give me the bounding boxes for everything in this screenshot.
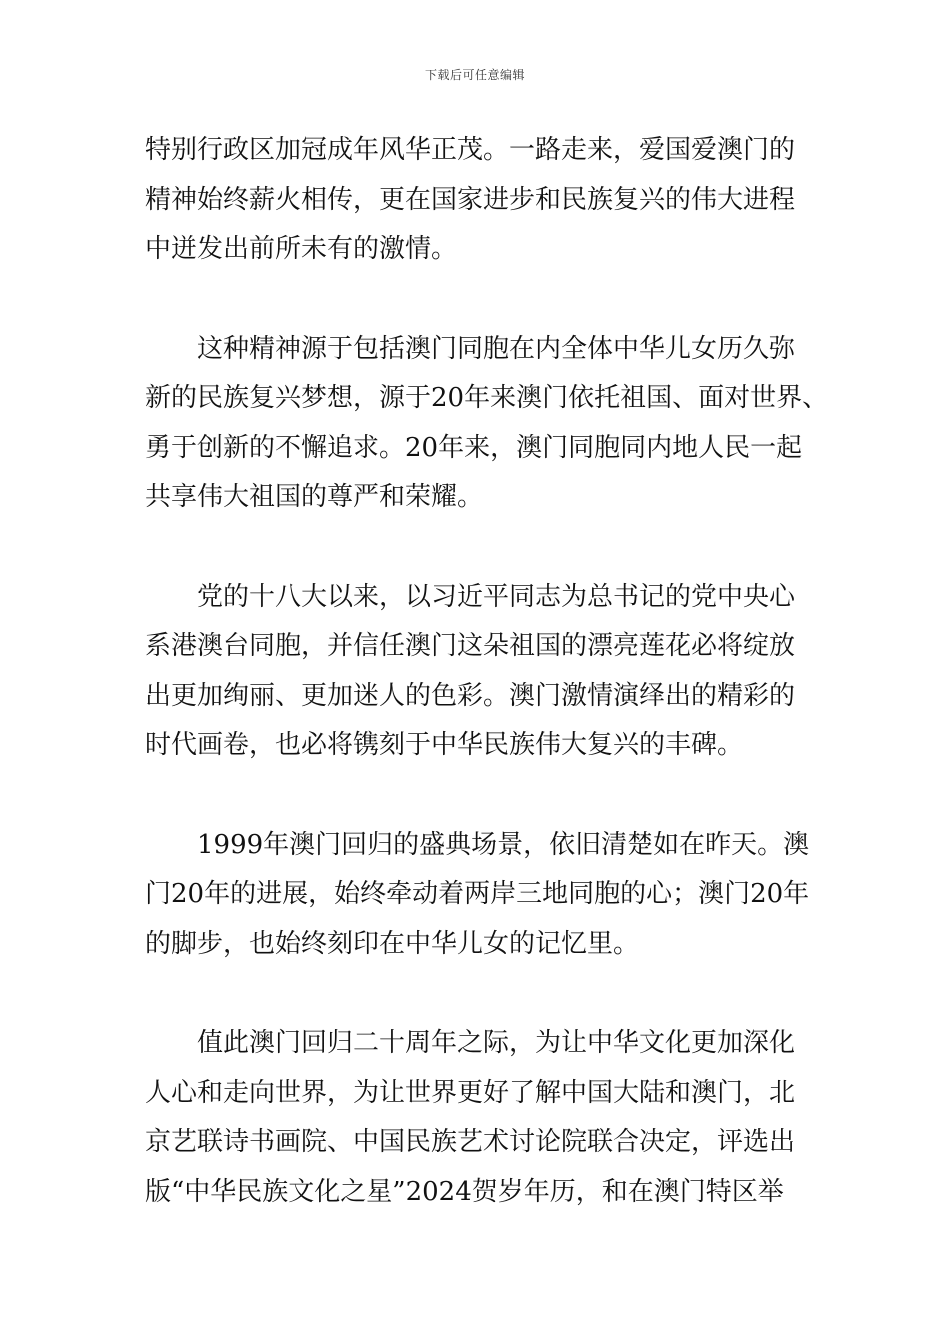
text-line: 新的民族复兴梦想，源于20年来澳门依托祖国、面对世界、	[145, 383, 829, 413]
text-line: 值此澳门回归二十周年之际，为让中华文化更加深化	[197, 1028, 796, 1058]
text-line: 出更加绚丽、更加迷人的色彩。澳门激情演绎出的精彩的	[145, 680, 796, 711]
text-line: 的脚步，也始终刻印在中华儿女的记忆里。	[145, 928, 640, 959]
paragraph	[145, 821, 825, 970]
text-line: 门20年的进展，始终牵动着两岸三地同胞的心；澳门20年	[145, 879, 810, 909]
text-line: 时代画卷，也必将镌刻于中华民族伟大复兴的丰碑。	[145, 730, 744, 760]
text-line: 共享伟大祖国的尊严和荣耀。	[145, 482, 484, 512]
text-line: 勇于创新的不懈追求。20年来，澳门同胞同内地人民一起	[145, 432, 803, 463]
text-line: 人心和走向世界，为让世界更好了解中国大陆和澳门，北	[145, 1077, 796, 1108]
document-body	[145, 126, 829, 1267]
paragraph	[145, 1019, 825, 1217]
text-line: 党的十八大以来，以习近平同志为总书记的党中央心	[197, 581, 796, 612]
text-line: 版“中华民族文化之星”2024贺岁年历，和在澳门特区举	[145, 1176, 784, 1207]
text-line: 中迸发出前所未有的激情。	[145, 234, 458, 264]
text-line: 1999年澳门回归的盛典场景，依旧清楚如在昨天。澳	[197, 829, 810, 860]
text-line: 系港澳台同胞，并信任澳门这朵祖国的漂亮莲花必将绽放	[145, 631, 796, 661]
paragraph	[145, 573, 825, 771]
text-line: 京艺联诗书画院、中国民族艺术讨论院联合决定，评选出	[145, 1127, 796, 1157]
paragraph	[145, 126, 825, 275]
header-note: 下载后可任意编辑	[424, 68, 525, 82]
text-line: 特别行政区加冠成年风华正茂。一路走来，爱国爱澳门的	[145, 135, 796, 165]
paragraph	[145, 325, 829, 523]
text-line: 这种精神源于包括澳门同胞在内全体中华儿女历久弥	[197, 333, 796, 364]
text-line: 精神始终薪火相传，更在国家进步和民族复兴的伟大进程	[145, 184, 796, 215]
